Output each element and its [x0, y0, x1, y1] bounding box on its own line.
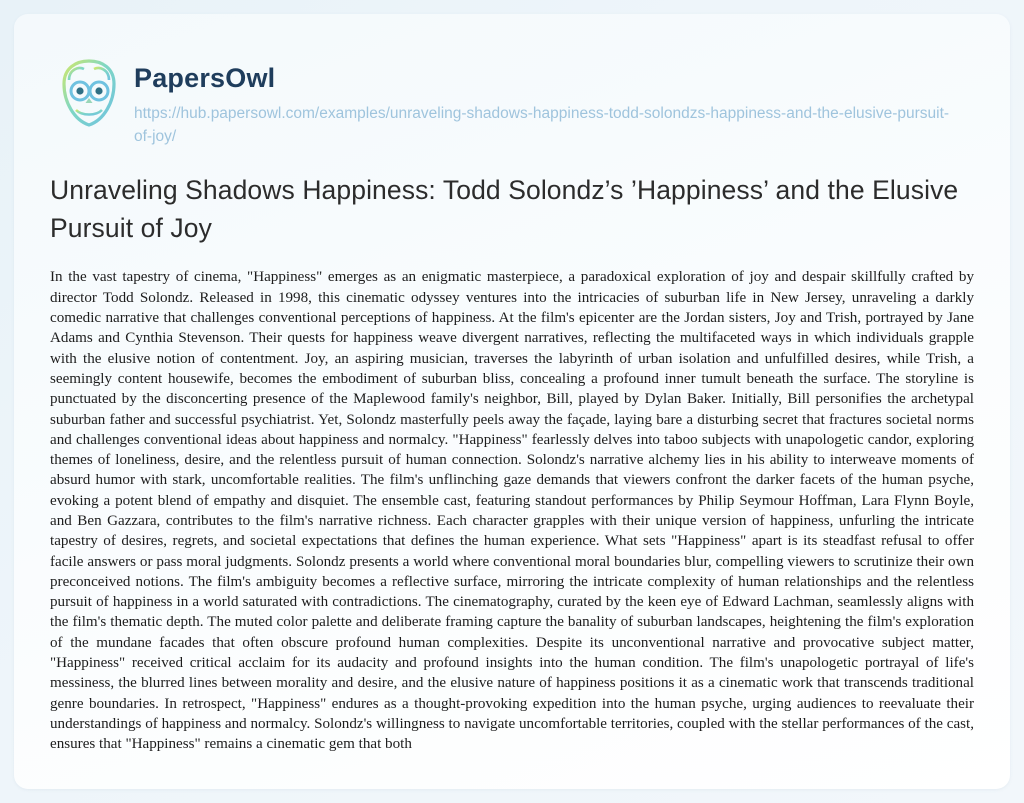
page-title: Unraveling Shadows Happiness: Todd Solondz’s ’Happiness’ and the Elusive Pursuit of Joy [50, 175, 959, 243]
logo-container [50, 56, 128, 128]
article-body-text: In the vast tapestry of cinema, "Happiness" emerges as an enigmatic masterpiece, a paradoxical exploration of joy and despair skillfully crafted by director Todd Solondz. Released in 1998, this cinematic odyssey ventures into the intricacies of suburban life in New Jersey, unraveling a darkly comedic narrative that challenges conventional perceptions of happiness. At the film's epicenter are the Jordan sisters, Joy and Trish, portrayed by Jane Adams and Cynthia Stevenson. Their quests for happiness weave divergent narratives, reflecting the multifaceted ways in which individuals grapple with the elusive notion of contentment. Joy, an aspiring musician, traverses the labyrinth of urban isolation and unfulfilled desires, while Trish, a seemingly content housewife, becomes the embodiment of suburban bliss, concealing a profound inner tumult beneath the surface. The storyline is punctuated by the disconcerting presence of the Maplewood family's neighbor, Bill, played by Dylan Baker. Initially, Bill personifies the archetypal suburban father and successful psychiatrist. Yet, Solondz masterfully peels away the façade, laying bare a disturbing secret that fractures societal norms and challenges conventional ideas about happiness and normalcy. "Happiness" fearlessly delves into taboo subjects with unapologetic candor, exploring themes of loneliness, desire, and the relentless pursuit of human connection. Solondz's narrative alchemy lies in his ability to interweave moments of absurd humor with stark, uncomfortable realities. The film's unflinching gaze demands that viewers confront the darker facets of the human psyche, evoking a potent blend of empathy and disquiet. The ensemble cast, featuring standout performances by Philip Seymour Hoffman, Lara Flynn Boyle, and Ben Gazzara, contributes to the film's narrative richness. Each character grapples with their unique version of happiness, unfurling the intricate tapestry of desires, regrets, and societal expectations that defines the human experience. What sets "Happiness" apart is its steadfast refusal to offer facile answers or pass moral judgments. Solondz presents a world where conventional moral boundaries blur, compelling viewers to scrutinize their own preconceived notions. The film's ambiguity becomes a reflective surface, mirroring the intricate complexity of human relationships and the relentless pursuit of happiness in a world saturated with contradictions. The cinematography, curated by the keen eye of Edward Lachman, seamlessly aligns with the film's thematic depth. The muted color palette and deliberate framing capture the banality of suburban landscapes, heightening the film's exploration of the mundane facades that often obscure profound human complexities. Despite its unconventional narrative and provocative subject matter, "Happiness" received critical acclaim for its audacity and profound insights into the human condition. The film's unapologetic portrayal of life's messiness, the blurred lines between morality and desire, and the elusive nature of happiness positions it as a cinematic work that transcends traditional genre boundaries. In retrospect, "Happiness" endures as a thought-provoking expedition into the human psyche, urging audiences to reevaluate their understandings of happiness and normalcy. Solondz's willingness to navigate uncomfortable territories, coupled with the stellar performances of the cast, ensures that "Happiness" remains a cinematic gem that both [50, 269, 974, 753]
document-page [14, 14, 1010, 789]
article-container [14, 148, 1010, 754]
owl-logo-icon [56, 58, 122, 128]
page-header [14, 14, 1010, 148]
brand-block [128, 56, 964, 148]
brand-name: PapersOwl [134, 63, 276, 93]
source-url[interactable]: https://hub.papersowl.com/examples/unraveling-shadows-happiness-todd-solondzs-happiness-and-the-elusive-pursuit-of-joy/ [134, 104, 950, 145]
